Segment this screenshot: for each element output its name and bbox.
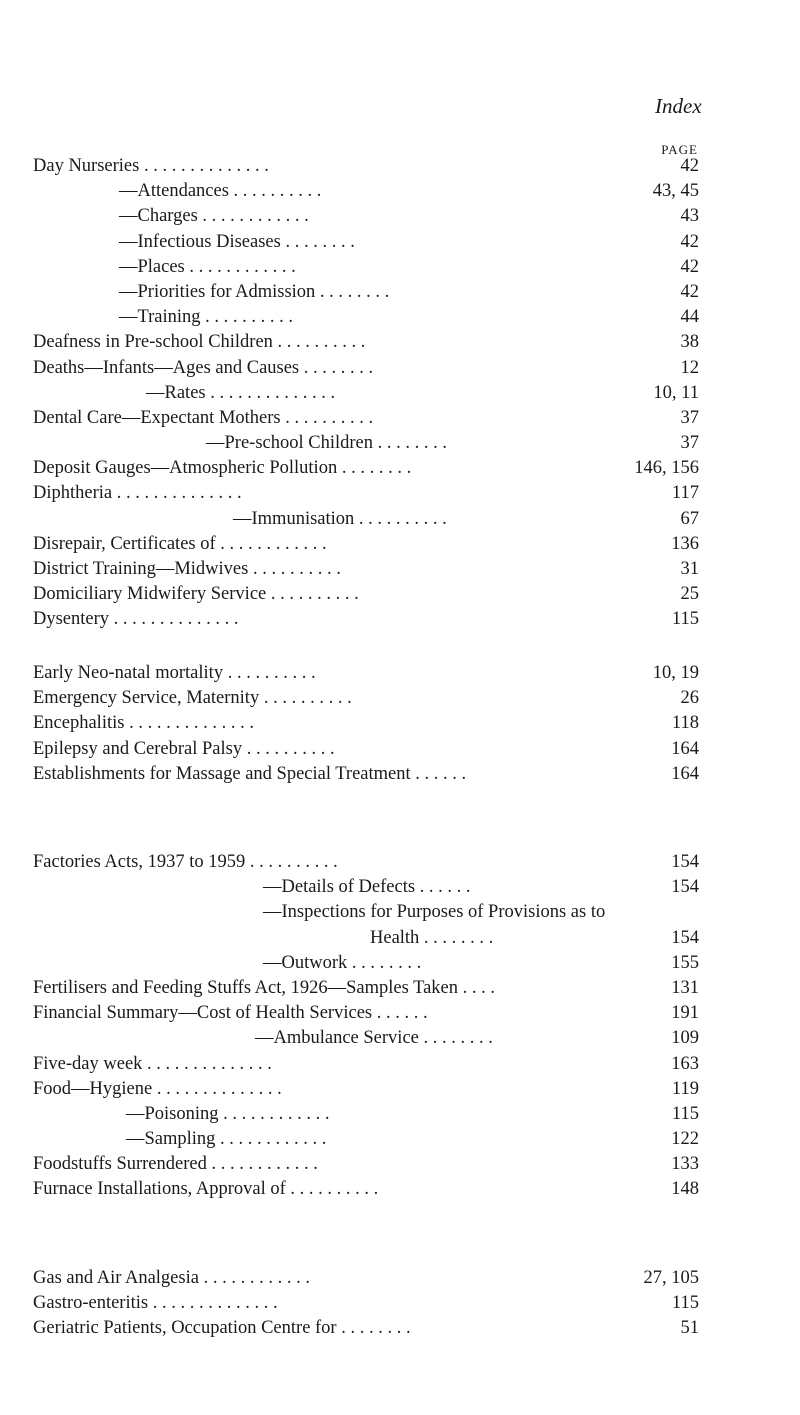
index-entry	[33, 1052, 699, 1077]
index-entry	[33, 179, 699, 204]
index-page-number: 164	[671, 738, 699, 759]
index-entry	[33, 582, 699, 607]
index-page-number: 154	[671, 927, 699, 948]
index-entry	[33, 1001, 699, 1026]
index-entry	[33, 661, 699, 686]
index-page-number: 42	[680, 281, 699, 302]
index-section-f	[33, 850, 699, 1203]
index-entry	[33, 762, 699, 787]
index-term: Gas and Air Analgesia . . . . . . . . . . . .	[33, 1268, 310, 1288]
index-page-number: 154	[671, 877, 699, 898]
index-page-number: 131	[671, 977, 699, 998]
page-title: Index	[655, 94, 702, 118]
index-entry	[33, 456, 699, 481]
index-term: —Rates . . . . . . . . . . . . . .	[146, 382, 336, 403]
index-page-number: 26	[680, 688, 699, 709]
index-entry	[33, 900, 699, 925]
index-entry	[33, 557, 699, 582]
index-entry	[33, 850, 699, 875]
index-term: Foodstuffs Surrendered . . . . . . . . . . . .	[33, 1154, 318, 1175]
index-page-number: 146, 156	[634, 458, 699, 479]
index-entry	[33, 1152, 699, 1177]
index-page-number: 25	[680, 584, 699, 605]
index-entry	[33, 356, 699, 381]
index-term: Furnace Installations, Approval of . . . . . . . . . .	[33, 1179, 379, 1200]
index-entry	[33, 607, 699, 632]
index-entry	[33, 255, 699, 280]
index-term: Health . . . . . . . .	[370, 927, 494, 948]
index-term: —Poisoning . . . . . . . . . . . .	[126, 1103, 330, 1124]
index-term: —Places . . . . . . . . . . . .	[119, 256, 296, 277]
index-entry	[33, 1266, 699, 1291]
index-page-number: 117	[671, 483, 699, 504]
index-term: Five-day week . . . . . . . . . . . . . .	[33, 1053, 272, 1074]
index-term: —Pre-school Children . . . . . . . .	[206, 433, 447, 454]
index-page-number: 115	[671, 1103, 699, 1124]
index-term: Fertilisers and Feeding Stuffs Act, 1926—Samples Taken . . . .	[33, 977, 496, 998]
index-entry	[33, 1291, 699, 1316]
index-page-number: 27, 105	[643, 1268, 699, 1288]
index-term: Dental Care—Expectant Mothers . . . . . . . . . .	[33, 407, 374, 428]
index-page-number: 119	[671, 1078, 699, 1099]
index-term: Domiciliary Midwifery Service . . . . . . . . . .	[33, 584, 359, 605]
index-term: —Charges . . . . . . . . . . . .	[119, 206, 309, 227]
index-entry	[33, 1127, 699, 1152]
index-entry	[33, 1177, 699, 1202]
index-term: Emergency Service, Maternity . . . . . . . . . .	[33, 688, 352, 709]
index-entry	[33, 711, 699, 736]
index-page-number: 163	[671, 1053, 699, 1074]
index-term: Deafness in Pre-school Children . . . . . . . . . .	[33, 332, 366, 353]
index-page-number: 136	[671, 533, 699, 554]
index-term: Deposit Gauges—Atmospheric Pollution . . . . . . . .	[33, 458, 412, 479]
index-entry	[33, 976, 699, 1001]
index-page-number: 37	[680, 407, 699, 428]
index-term: Factories Acts, 1937 to 1959 . . . . . . . . . .	[33, 852, 338, 872]
index-page-number: 10, 19	[652, 663, 699, 683]
index-page-number: 31	[680, 559, 699, 579]
index-term: Geriatric Patients, Occupation Centre for . . . . . . . .	[33, 1318, 411, 1339]
index-term: —Inspections for Purposes of Provisions as to	[263, 902, 606, 923]
index-entry	[33, 1026, 699, 1051]
index-page-number: 118	[671, 713, 699, 734]
index-page-number: 67	[680, 508, 699, 529]
index-entry	[33, 305, 699, 330]
index-term: Epilepsy and Cerebral Palsy . . . . . . . . . .	[33, 738, 335, 759]
index-page-number: 154	[671, 852, 699, 872]
index-term: —Ambulance Service . . . . . . . .	[255, 1028, 493, 1049]
index-term: —Priorities for Admission . . . . . . . .	[119, 281, 390, 302]
index-entry	[33, 532, 699, 557]
index-term: —Outwork . . . . . . . .	[263, 952, 422, 973]
index-page-number: 115	[671, 609, 699, 630]
index-term: —Training . . . . . . . . . .	[119, 307, 294, 328]
index-page-number: 12	[680, 357, 699, 378]
index-page-number: 43, 45	[652, 181, 699, 202]
index-entry	[33, 154, 699, 179]
index-entry	[33, 951, 699, 976]
index-entry	[33, 230, 699, 255]
index-entry	[33, 330, 699, 355]
index-term: District Training—Midwives . . . . . . . . . .	[33, 559, 341, 579]
index-term: Financial Summary—Cost of Health Services . . . . . .	[33, 1003, 428, 1024]
index-page-number: 44	[680, 307, 699, 328]
index-entry	[33, 686, 699, 711]
index-entry	[33, 280, 699, 305]
index-page-number: 155	[671, 952, 699, 973]
index-page-number: 43	[680, 206, 699, 227]
index-entry	[33, 926, 699, 951]
index-term: Early Neo-natal mortality . . . . . . . . . .	[33, 663, 316, 683]
index-page-number: 38	[680, 332, 699, 353]
index-term: Gastro-enteritis . . . . . . . . . . . . . .	[33, 1293, 278, 1314]
index-entry	[33, 737, 699, 762]
index-entry	[33, 431, 699, 456]
index-page-number: 51	[680, 1318, 699, 1339]
index-entry	[33, 381, 699, 406]
index-term: —Sampling . . . . . . . . . . . .	[126, 1129, 327, 1150]
page-column-label: PAGE	[661, 142, 698, 157]
index-page-number: 37	[680, 433, 699, 454]
index-section-g	[33, 1266, 699, 1342]
index-entry	[33, 406, 699, 431]
index-page-number: 42	[680, 256, 699, 277]
index-entry	[33, 1316, 699, 1341]
index-term: Food—Hygiene . . . . . . . . . . . . . .	[33, 1078, 282, 1099]
index-section-d	[33, 154, 699, 633]
index-section-e	[33, 661, 699, 787]
index-term: Diphtheria . . . . . . . . . . . . . .	[33, 483, 242, 504]
index-page-number: 122	[671, 1129, 699, 1150]
index-term: Deaths—Infants—Ages and Causes . . . . . . . .	[33, 357, 374, 378]
index-term: Dysentery . . . . . . . . . . . . . .	[33, 609, 239, 630]
index-term: Encephalitis . . . . . . . . . . . . . .	[33, 713, 254, 734]
index-term: —Infectious Diseases . . . . . . . .	[119, 231, 355, 252]
index-term: Disrepair, Certificates of . . . . . . . . . . . .	[33, 533, 327, 554]
index-term: —Immunisation . . . . . . . . . .	[233, 508, 447, 529]
index-page-number: 109	[671, 1028, 699, 1049]
index-page-number: 133	[671, 1154, 699, 1175]
index-term: —Attendances . . . . . . . . . .	[119, 181, 322, 202]
index-entry	[33, 204, 699, 229]
index-entry	[33, 481, 699, 506]
index-page-number: 164	[671, 763, 699, 784]
index-term: Day Nurseries . . . . . . . . . . . . . .	[33, 156, 269, 176]
index-entry	[33, 507, 699, 532]
index-entry	[33, 1102, 699, 1127]
index-term: Establishments for Massage and Special Treatment . . . . . .	[33, 763, 467, 784]
index-term: —Details of Defects . . . . . .	[263, 877, 471, 898]
index-page-number: 115	[671, 1293, 699, 1314]
index-entry	[33, 1077, 699, 1102]
index-page-number: 42	[680, 156, 699, 176]
index-page-number: 42	[680, 231, 699, 252]
index-page-number: 148	[671, 1179, 699, 1200]
index-entry	[33, 875, 699, 900]
index-page-number: 191	[671, 1003, 699, 1024]
index-page-number: 10, 11	[653, 382, 699, 403]
